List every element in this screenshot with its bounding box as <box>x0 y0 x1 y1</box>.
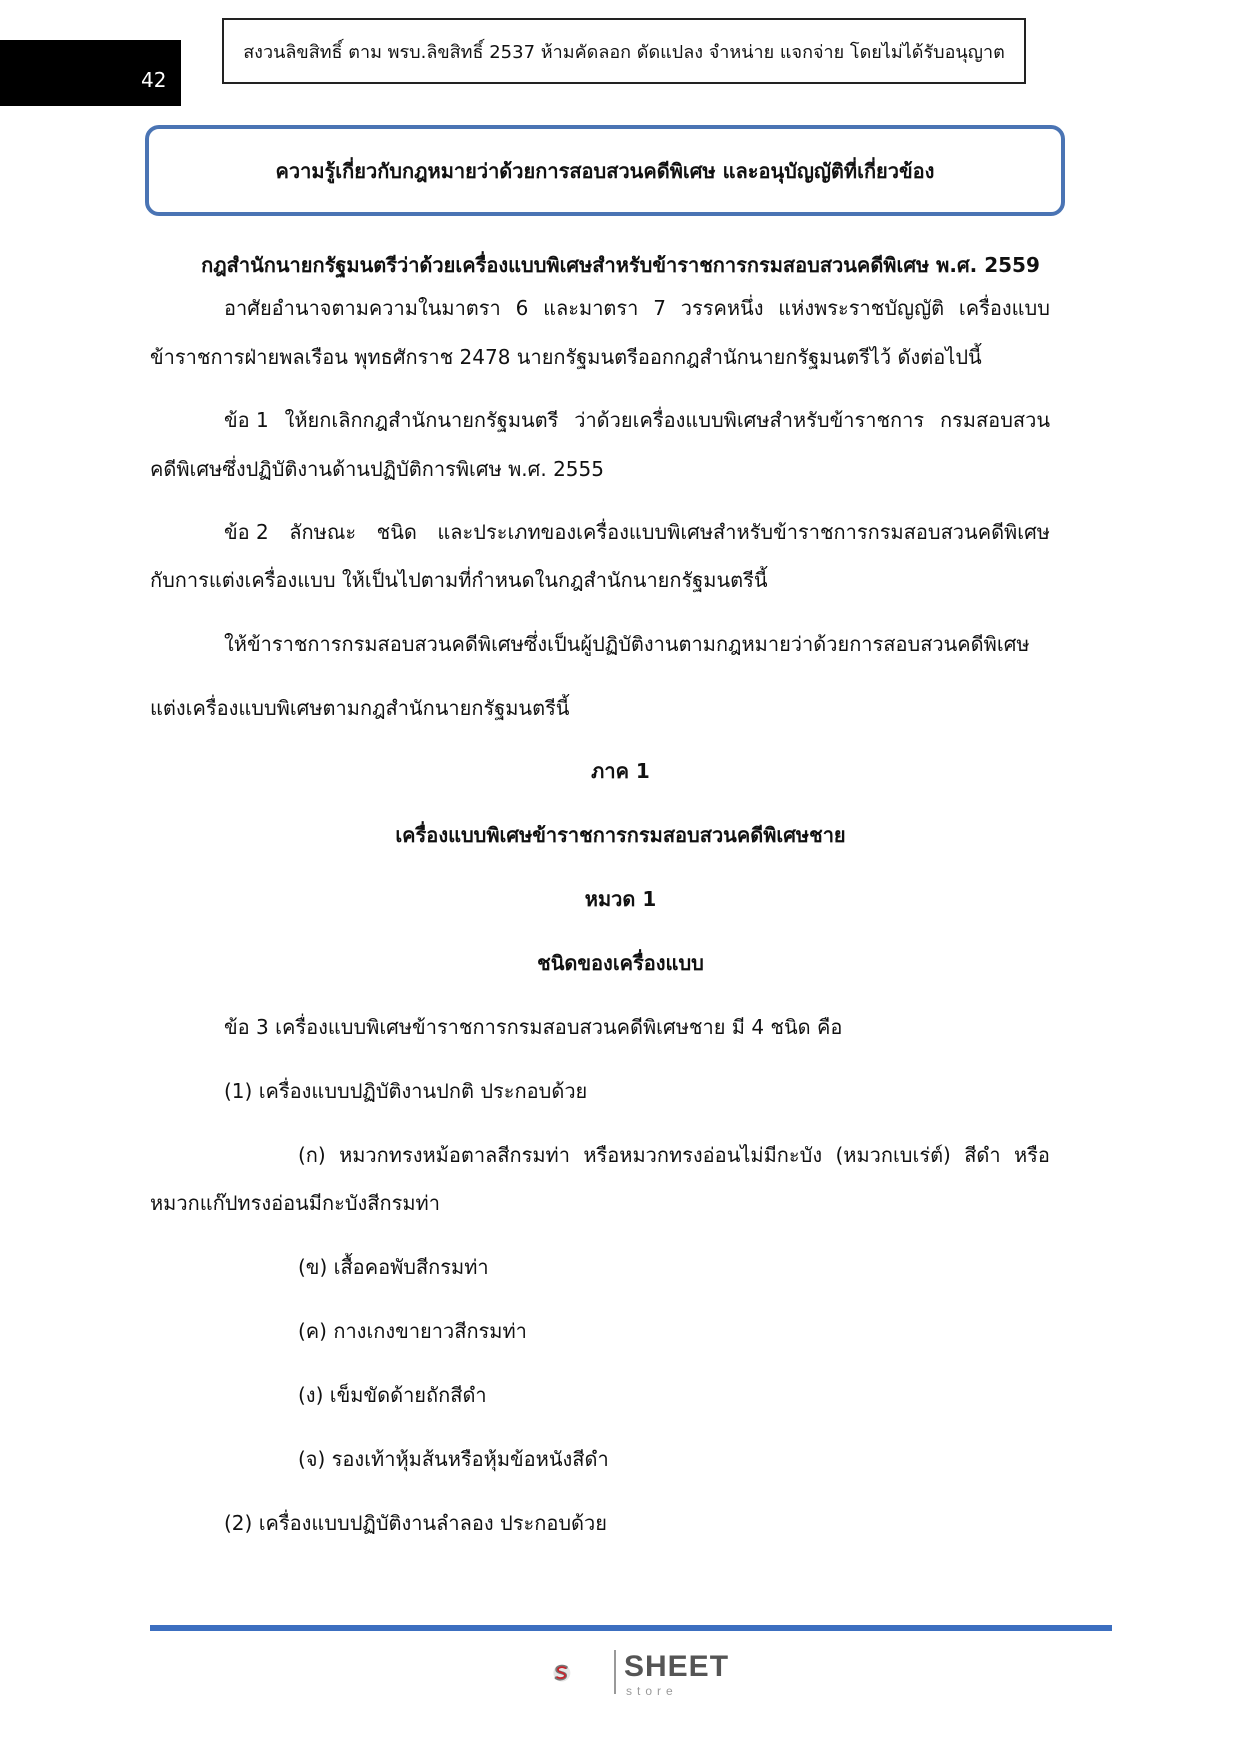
word: เครื่องแบบ <box>958 296 1050 320</box>
chapter-title: ชนิดของเครื่องแบบ <box>537 951 704 975</box>
copyright-notice: สงวนลิขสิทธิ์ ตาม พรบ.ลิขสิทธิ์ 2537 ห้ามคัดลอก ดัดแปลง จำหน่าย แจกจ่าย โดยไม่ได้รับอนุญาต <box>222 18 1026 84</box>
sheet-store-logo-icon <box>552 1645 612 1701</box>
word: และมาตรา <box>543 296 639 320</box>
word: 6 <box>515 296 529 320</box>
word: ว่าด้วยเครื่องแบบพิเศษสำหรับข้าราชการ <box>574 408 925 432</box>
word: หมวกทรงหม้อตาลสีกรมท่า <box>339 1143 570 1167</box>
word: (หมวกเบเร่ต์) <box>835 1143 951 1167</box>
paragraph-1-line-1 <box>224 298 1050 318</box>
word: (ก) <box>298 1143 326 1167</box>
logo-wordmark: SHEET <box>624 1650 730 1683</box>
paragraph-3-line-1 <box>224 522 1050 542</box>
paragraph-4-line-2: แต่งเครื่องแบบพิเศษตามกฎสำนักนายกรัฐมนตรีนี้ <box>150 696 570 720</box>
word: ชนิด <box>376 520 417 544</box>
list-item-1e: (จ) รองเท้าหุ้มส้นหรือหุ้มข้อหนังสีดำ <box>298 1447 609 1471</box>
word: แห่งพระราชบัญญัติ <box>778 296 945 320</box>
paragraph-2-line-1 <box>224 410 1050 430</box>
paragraph-3-line-2: กับการแต่งเครื่องแบบ ให้เป็นไปตามที่กำหนดในกฎสำนักนายกรัฐมนตรีนี้ <box>150 568 768 592</box>
word: ให้ยกเลิกกฎสำนักนายกรัฐมนตรี <box>284 408 559 432</box>
list-item-1: (1) เครื่องแบบปฏิบัติงานปกติ ประกอบด้วย <box>224 1079 588 1103</box>
list-item-1a-line-1 <box>298 1145 1050 1165</box>
word: ข้อ 1 <box>224 408 269 432</box>
page-number: 42 <box>141 68 167 92</box>
word: 7 <box>653 296 666 320</box>
logo-divider <box>614 1650 616 1694</box>
word: สีดำ <box>964 1143 1001 1167</box>
word: วรรคหนึ่ง <box>680 296 764 320</box>
document-heading: กฎสำนักนายกรัฐมนตรีว่าด้วยเครื่องแบบพิเศษสำหรับข้าราชการกรมสอบสวนคดีพิเศษ พ.ศ. 2559 <box>201 253 1040 277</box>
part-heading: ภาค 1 <box>591 759 650 783</box>
footer-rule <box>150 1625 1112 1631</box>
list-item-1d: (ง) เข็มขัดด้ายถักสีดำ <box>298 1383 487 1407</box>
section-title: ความรู้เกี่ยวกับกฎหมายว่าด้วยการสอบสวนคดีพิเศษ และอนุบัญญัติที่เกี่ยวข้อง <box>145 125 1065 216</box>
list-item-2: (2) เครื่องแบบปฏิบัติงานลำลอง ประกอบด้วย <box>224 1511 607 1535</box>
word: ลักษณะ <box>289 520 357 544</box>
word: ข้อ 2 <box>224 520 269 544</box>
logo-subtext: store <box>626 1684 678 1698</box>
clause-3: ข้อ 3 เครื่องแบบพิเศษข้าราชการกรมสอบสวนคดีพิเศษชาย มี 4 ชนิด คือ <box>224 1015 843 1039</box>
list-item-1c: (ค) กางเกงขายาวสีกรมท่า <box>298 1319 527 1343</box>
word: และประเภทของเครื่องแบบพิเศษสำหรับข้าราชการกรมสอบสวนคดีพิเศษ <box>437 520 1050 544</box>
word: อาศัยอำนาจตามความในมาตรา <box>224 296 501 320</box>
word: หรือ <box>1014 1143 1050 1167</box>
word: กรมสอบสวน <box>939 408 1050 432</box>
chapter-heading: หมวด 1 <box>584 887 657 911</box>
list-item-1b: (ข) เสื้อคอพับสีกรมท่า <box>298 1255 489 1279</box>
part-title: เครื่องแบบพิเศษข้าราชการกรมสอบสวนคดีพิเศษชาย <box>395 823 846 847</box>
paragraph-4-line-1: ให้ข้าราชการกรมสอบสวนคดีพิเศษซึ่งเป็นผู้ปฏิบัติงานตามกฎหมายว่าด้วยการสอบสวนคดีพิเศษ <box>224 632 1030 656</box>
list-item-1a-line-2: หมวกแก๊ปทรงอ่อนมีกะบังสีกรมท่า <box>150 1191 440 1215</box>
paragraph-1-line-2: ข้าราชการฝ่ายพลเรือน พุทธศักราช 2478 นายกรัฐมนตรีออกกฎสำนักนายกรัฐมนตรีไว้ ดังต่อไปนี้ <box>150 345 982 369</box>
word: หรือหมวกทรงอ่อนไม่มีกะบัง <box>583 1143 823 1167</box>
paragraph-2-line-2: คดีพิเศษซึ่งปฏิบัติงานด้านปฏิบัติการพิเศษ พ.ศ. 2555 <box>150 457 604 481</box>
